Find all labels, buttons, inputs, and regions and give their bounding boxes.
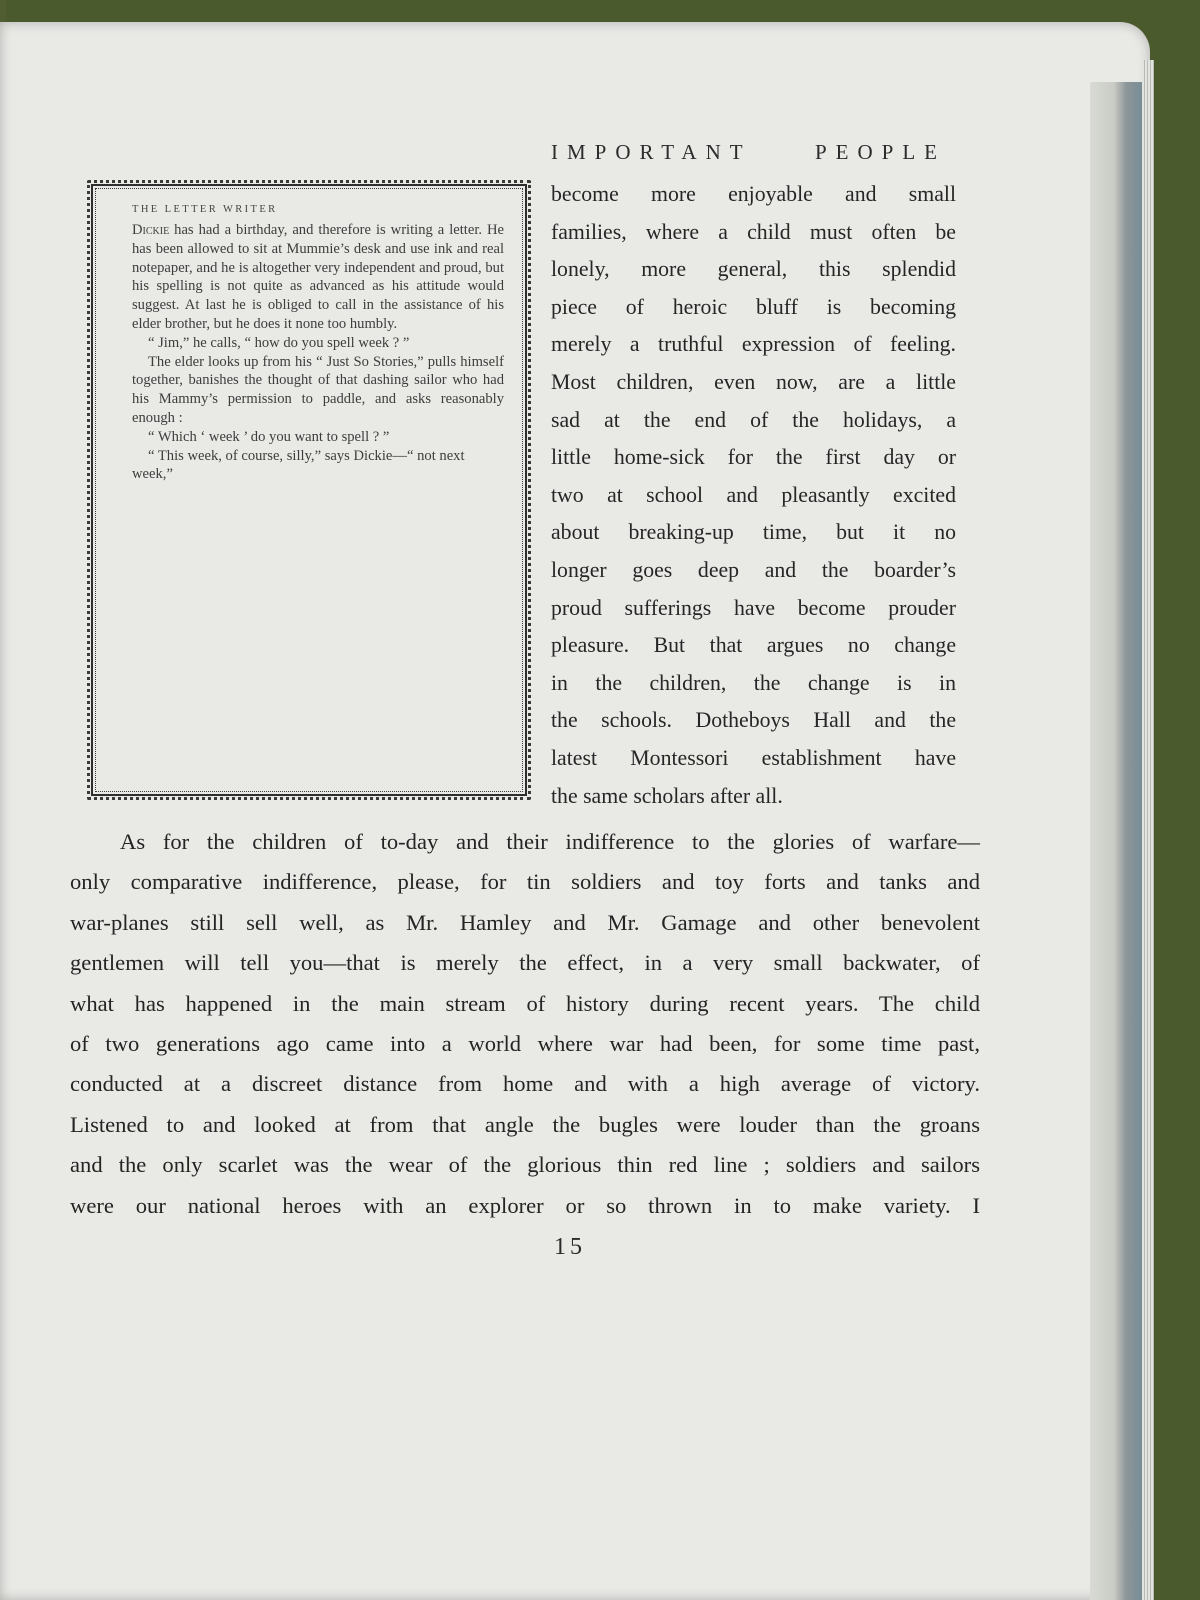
text-line: the same scholars after all. [551, 783, 783, 808]
text-line: longer goes deep and the boarder’s [551, 557, 956, 582]
text-line: what has happened in the main stream of history during recent years. The child [70, 990, 980, 1016]
page-number: 15 [554, 1234, 586, 1260]
text-line: in the children, the change is in [551, 670, 956, 695]
text-line: latest Montessori establishment have [551, 745, 956, 770]
text-line: families, where a child must often be [551, 219, 956, 244]
text-line: and the only scarlet was the wear of the glorious thin red line ; soldiers and sailors [70, 1152, 980, 1178]
text-line: lonely, more general, this splendid [551, 257, 956, 282]
text-line: gentlemen will tell you—that is merely the effect, in a very small backwater, of [70, 950, 980, 976]
text-line: the schools. Dotheboys Hall and the [551, 708, 956, 733]
text-line: sad at the end of the holidays, a [551, 407, 956, 432]
caption-paragraph: “ Which ‘ week ’ do you want to spell ? ” [148, 428, 390, 445]
caption-paragraph: The elder looks up from his “ Just So Stories,” pulls himself together, banishes the thought of that dashing sailor who had his Mammy’s permission to paddle, and asks reasonably enough : [132, 353, 504, 426]
text-line: piece of heroic bluff is becoming [551, 294, 956, 319]
text-line: little home-sick for the first day or [551, 445, 956, 470]
text-line: war-planes still sell well, as Mr. Hamley and Mr. Gamage and other benevolent [70, 909, 980, 935]
text-line: about breaking-up time, but it no [551, 520, 956, 545]
caption-lead-name: Dickie [132, 222, 170, 238]
running-head: IMPORTANT PEOPLE [551, 140, 946, 164]
text-line: merely a truthful expression of feeling. [551, 332, 956, 357]
book-cover-edge [1090, 82, 1150, 1600]
text-line: of two generations ago came into a world where war had been, for some time past, [70, 1031, 980, 1057]
caption-paragraph [132, 221, 504, 334]
text-line: become more enjoyable and small [551, 182, 956, 206]
text-line: only comparative indifference, please, for tin soldiers and toy forts and tanks and [70, 869, 980, 895]
body-text-full-width [70, 822, 980, 1226]
text-line: conducted at a discreet distance from home and with a high average of victory. [70, 1071, 980, 1097]
caption-title: THE LETTER WRITER [132, 204, 278, 215]
text-line: two at school and pleasantly excited [551, 482, 956, 507]
page-stack-edge [1142, 60, 1154, 1600]
text-line: were our national heroes with an explorer or so thrown in to make variety. I [70, 1192, 980, 1218]
caption-paragraph: “ This week, of course, silly,” says Dickie—“ not next week,” [132, 447, 465, 483]
caption-text: has had a birthday, and therefore is writing a letter. He has been allowed to sit at Mummie’s desk and use ink and real notepaper, and he is altogether very independent and proud, but his spelling is not quite as advanced as his attitude would suggest. At last he is obliged to call in the assistance of his elder brother, but he does it none too humbly. [132, 222, 504, 332]
text-line: Listened to and looked at from that angle the bugles were louder than the groans [70, 1111, 980, 1137]
caption-paragraph: “ Jim,” he calls, “ how do you spell week ? ” [148, 334, 410, 351]
text-line: Most children, even now, are a little [551, 369, 956, 394]
text-line: As for the children of to-day and their indifference to the glories of warfare— [120, 829, 980, 854]
text-line: pleasure. But that argues no change [551, 633, 956, 658]
illustration-caption [132, 203, 504, 484]
text-line: proud sufferings have become prouder [551, 595, 956, 620]
body-text-column [551, 176, 956, 815]
